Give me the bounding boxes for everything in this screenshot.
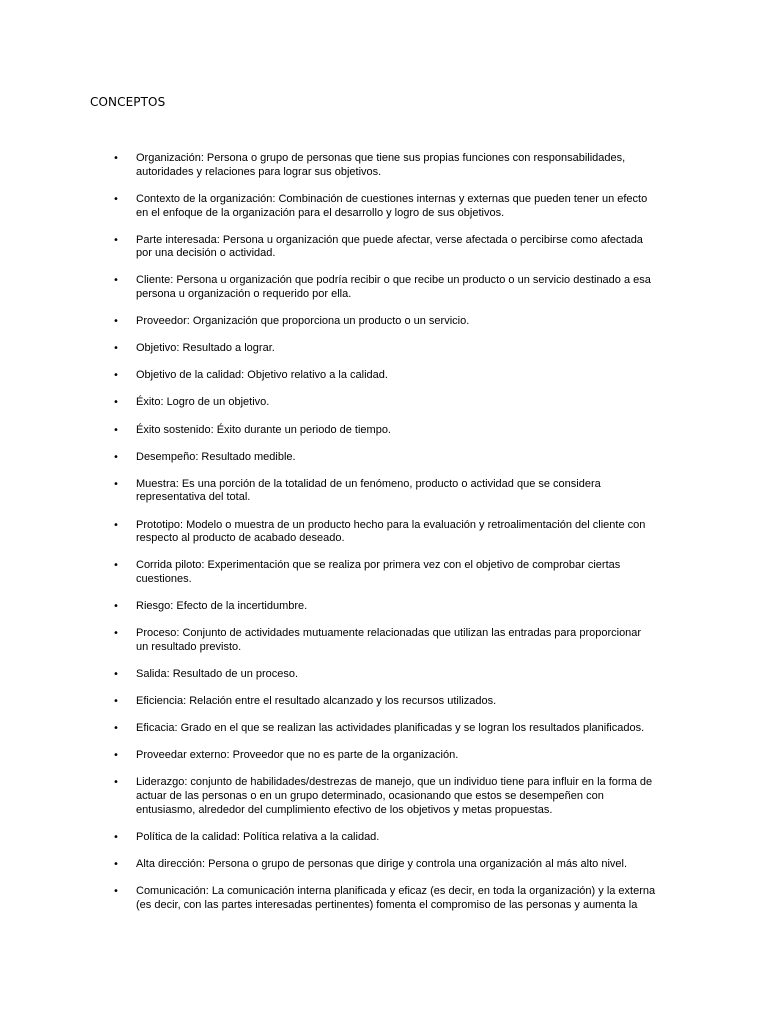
list-item-text: Alta dirección: Persona o grupo de personas que dirige y controla una organización al más alto nivel. — [136, 858, 628, 870]
list-item-text: Éxito: Logro de un objetivo. — [136, 396, 270, 409]
list-item — [0, 193, 656, 220]
bullet-icon: • — [113, 859, 119, 870]
list-item — [0, 627, 656, 654]
list-item — [0, 274, 656, 301]
document-title: CONCEPTOS — [90, 95, 166, 109]
list-item-text: Objetivo de la calidad: Objetivo relativo a la calidad. — [136, 369, 388, 382]
list-item — [0, 695, 656, 709]
list-item — [0, 451, 656, 465]
list-item — [0, 885, 656, 912]
list-item — [0, 668, 656, 682]
bullet-icon: • — [113, 343, 119, 355]
list-item-text: Desempeño: Resultado medible. — [136, 450, 296, 463]
bullet-icon: • — [113, 669, 119, 681]
list-item — [0, 396, 656, 410]
bullet-icon: • — [113, 193, 119, 205]
list-item-text: Parte interesada: Persona u organización que puede afectar, verse afectada o percibirse como afectada por una decisión o actividad. — [136, 233, 643, 260]
bullet-icon: • — [113, 628, 119, 640]
list-item-text: Corrida piloto: Experimentación que se realiza por primera vez con el objetivo de comprobar ciertas cuestiones. — [136, 559, 621, 586]
list-item — [0, 600, 656, 614]
bullet-icon: • — [113, 153, 119, 164]
list-item — [0, 519, 656, 546]
list-item-text: Proveedar externo: Proveedor que no es parte de la organización. — [136, 749, 459, 762]
bullet-icon: • — [113, 519, 119, 531]
list-item-text: Objetivo: Resultado a lograr. — [136, 342, 275, 355]
list-item — [0, 831, 656, 845]
list-item-text: Proceso: Conjunto de actividades mutuamente relacionadas que utilizan las entradas para proporcionar un resultado previsto. — [136, 627, 642, 653]
bullet-icon: • — [113, 451, 119, 463]
list-item — [0, 749, 656, 763]
bullet-icon: • — [113, 601, 119, 613]
list-item — [0, 722, 656, 736]
list-item — [0, 234, 656, 261]
list-item-text: Prototipo: Modelo o muestra de un producto hecho para la evaluación y retroalimentación del cliente con respecto al producto de acabado deseado. — [136, 518, 646, 545]
list-item-text: Riesgo: Efecto de la incertidumbre. — [136, 600, 308, 613]
list-item — [0, 858, 656, 872]
bullet-icon: • — [113, 696, 119, 708]
bullet-icon: • — [113, 370, 119, 382]
bullet-icon: • — [113, 723, 119, 735]
list-item-text: Salida: Resultado de un proceso. — [136, 668, 299, 681]
bullet-icon: • — [113, 750, 119, 762]
list-item-text: Comunicación: La comunicación interna planificada y eficaz (es decir, en toda la organización) y la externa (es decir, con las partes interesadas pertinentes) fomenta el compromiso de las personas y aumenta la — [136, 885, 656, 911]
list-item-text: Contexto de la organización: Combinación de cuestiones internas y externas que pueden tener un efecto en el enfoque de la organización para el desarrollo y logro de sus objetivos. — [136, 192, 648, 219]
list-item — [0, 315, 656, 329]
list-item-text: Eficiencia: Relación entre el resultado alcanzado y los recursos utilizados. — [136, 695, 497, 708]
list-item — [0, 559, 656, 586]
list-item — [0, 424, 656, 438]
list-item-text: Eficacia: Grado en el que se realizan las actividades planificadas y se logran los resultados planificados. — [136, 722, 645, 735]
list-item-text: Proveedor: Organización que proporciona un producto o un servicio. — [136, 315, 470, 328]
list-item-text: Cliente: Persona u organización que podría recibir o que recibe un producto o un servicio destinado a esa persona u organización o requerido por ella. — [136, 274, 651, 301]
bullet-icon: • — [113, 424, 119, 436]
list-item — [0, 152, 656, 179]
list-item — [0, 776, 656, 817]
bullet-icon: • — [113, 560, 119, 572]
list-item-text: Organización: Persona o grupo de personas que tiene sus propias funciones con responsabilidades, autoridades y relaciones para lograr sus objetivos. — [136, 152, 626, 178]
list-item — [0, 369, 656, 383]
bullet-icon: • — [113, 831, 119, 843]
bullet-icon: • — [113, 316, 119, 328]
concept-list — [0, 152, 768, 926]
list-item-text: Muestra: Es una porción de la totalidad de un fenómeno, producto o actividad que se considera representativa del total. — [136, 477, 601, 504]
list-item-text: Liderazgo: conjunto de habilidades/destrezas de manejo, que un individuo tiene para influir en la forma de actuar de las personas o en un grupo determinado, ocasionando que estos se desempeñen con entusiasmo, alrededor del cumplimiento efectivo de los objetivos y metas propuestas. — [136, 776, 653, 816]
bullet-icon: • — [113, 886, 119, 898]
list-item-text: Política de la calidad: Política relativa a la calidad. — [136, 830, 380, 843]
list-item — [0, 478, 656, 505]
bullet-icon: • — [113, 275, 119, 287]
bullet-icon: • — [113, 234, 119, 246]
bullet-icon: • — [113, 397, 119, 409]
list-item-text: Éxito sostenido: Éxito durante un periodo de tiempo. — [136, 423, 391, 436]
bullet-icon: • — [113, 777, 119, 789]
bullet-icon: • — [113, 478, 119, 490]
list-item — [0, 342, 656, 356]
